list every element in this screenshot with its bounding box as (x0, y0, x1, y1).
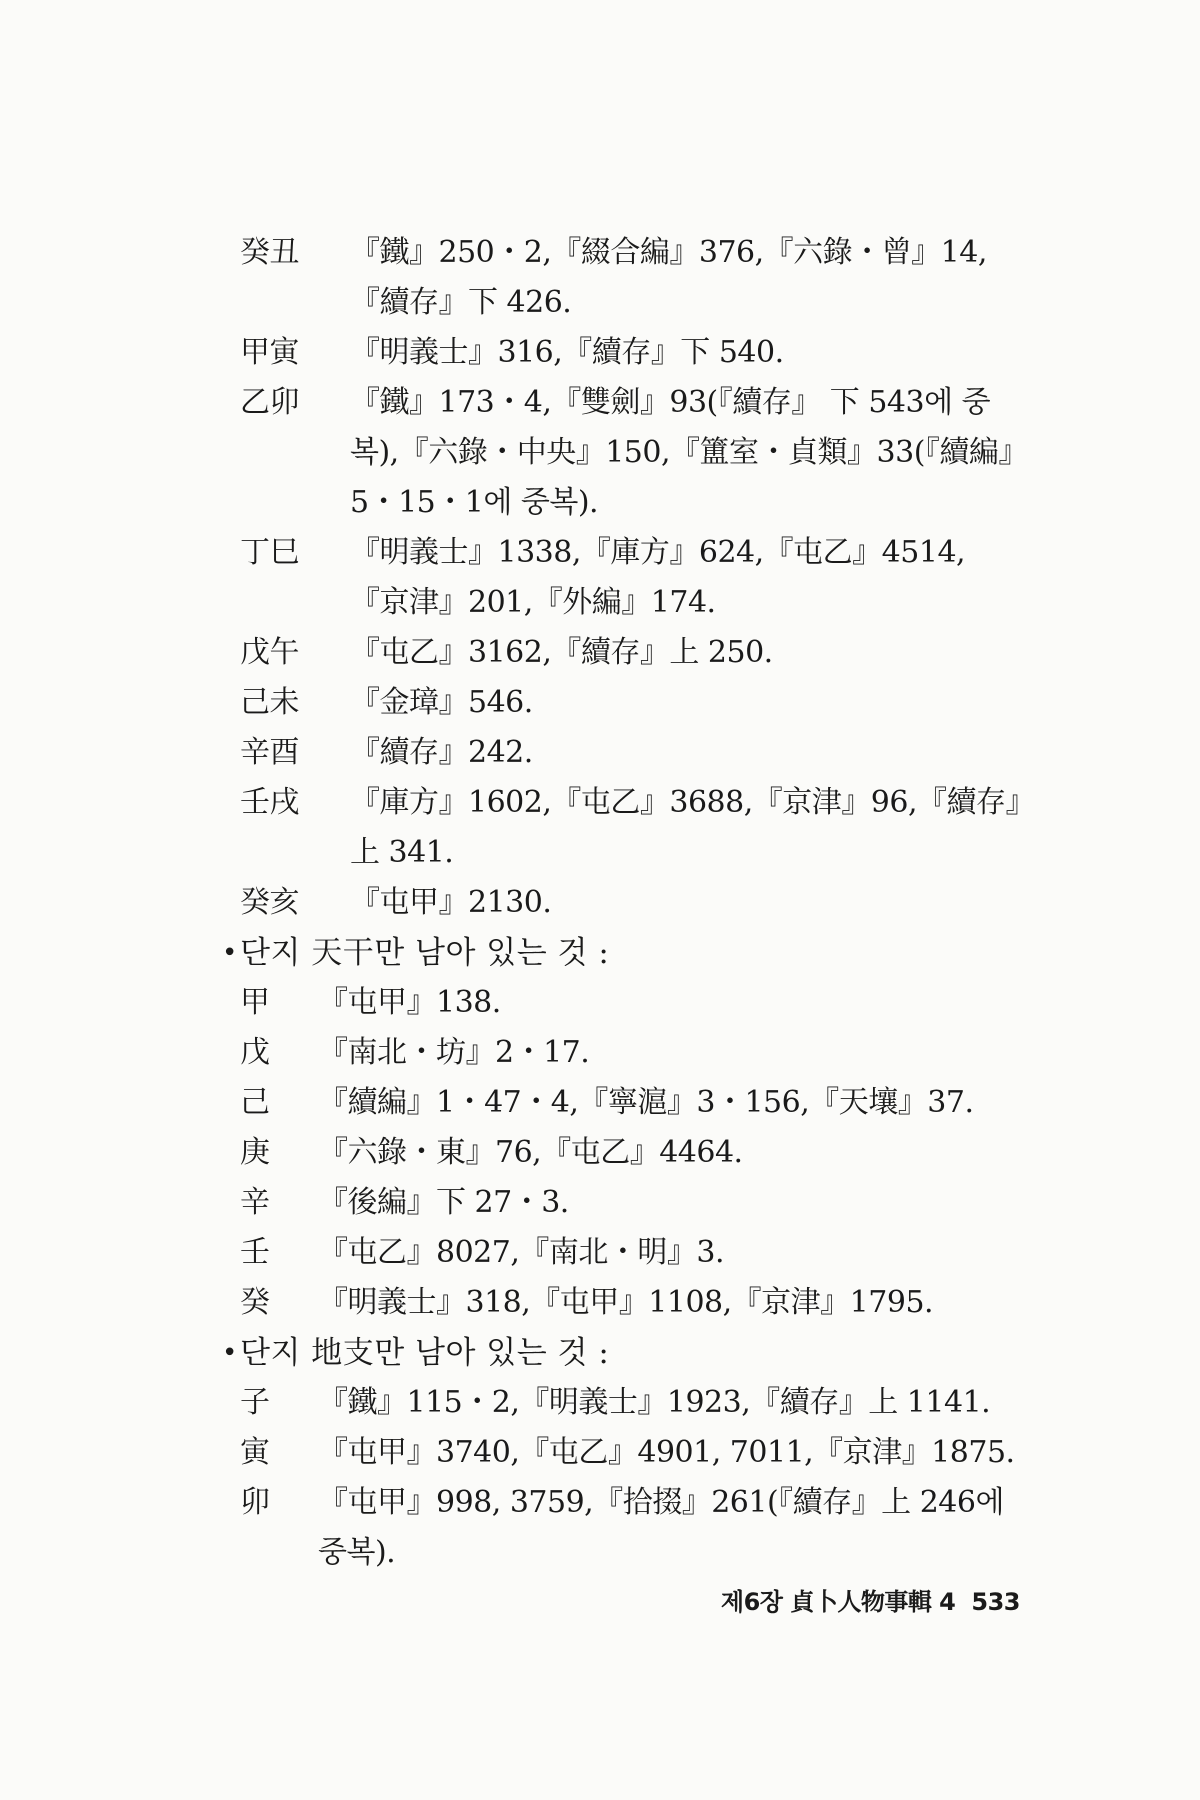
entry-label: 己未 (240, 685, 299, 720)
entry-label: 寅 (240, 1435, 270, 1470)
entry-row (222, 1278, 1022, 1328)
entry-label: 辛酉 (240, 735, 299, 770)
entry-row (222, 978, 1022, 1028)
bullet-icon: • (222, 1338, 238, 1368)
entry-text: 『明義士』1338,『庫方』624,『屯乙』4514,『京津』201,『外編』174. (350, 535, 966, 620)
entry-label: 戊午 (240, 635, 299, 670)
entry-label: 壬 (240, 1235, 270, 1270)
entry-label: 丁巳 (240, 535, 299, 570)
entry-row (222, 1428, 1022, 1478)
entry-row (222, 778, 1022, 878)
entry-label: 甲 (240, 985, 270, 1020)
entry-text: 『鐵』173・4,『雙劍』93(『續存』 下 543에 중복),『六錄・中央』150,『簠室・貞類』33(『續編』5・15・1에 중복). (350, 385, 1013, 520)
entry-text: 『續存』242. (350, 735, 533, 770)
section-heading-text: 단지 天干만 남아 있는 것 : (240, 935, 610, 971)
entry-row (222, 1078, 1022, 1128)
entry-text: 『金璋』546. (350, 685, 533, 720)
entry-text: 『屯乙』3162,『續存』上 250. (350, 635, 773, 670)
entry-text: 『鐵』250・2,『綴合編』376,『六錄・曾』14,『續存』下 426. (350, 235, 987, 320)
entry-label: 辛 (240, 1185, 270, 1220)
entry-row (222, 678, 1022, 728)
bullet-icon: • (222, 938, 238, 968)
page-number: 533 (971, 1588, 1020, 1616)
section-heading-earthly-branches (222, 1328, 1022, 1378)
page-footer (690, 1582, 1020, 1622)
entry-row (222, 328, 1022, 378)
section-heading-heavenly-stems (222, 928, 1022, 978)
entry-row (222, 378, 1022, 528)
entry-text: 『明義士』318,『屯甲』1108,『京津』1795. (318, 1285, 934, 1320)
entry-text: 『鐵』115・2,『明義士』1923,『續存』上 1141. (318, 1385, 991, 1420)
entry-label: 己 (240, 1085, 270, 1120)
entry-text: 『屯甲』998, 3759,『拾掇』261(『續存』上 246에 중복). (318, 1485, 1004, 1570)
entry-label: 癸丑 (240, 235, 299, 270)
entry-text: 『後編』下 27・3. (318, 1185, 569, 1220)
entry-row (222, 1228, 1022, 1278)
entry-label: 癸 (240, 1285, 270, 1320)
entry-label: 乙卯 (240, 385, 299, 420)
entry-label: 戊 (240, 1035, 270, 1070)
entry-row (222, 528, 1022, 628)
entry-row (222, 728, 1022, 778)
entry-label: 甲寅 (240, 335, 299, 370)
entry-row (222, 1028, 1022, 1078)
entry-text: 『庫方』1602,『屯乙』3688,『京津』96,『續存』上 341. (350, 785, 1020, 870)
page-body (222, 228, 1022, 1578)
entry-row (222, 1178, 1022, 1228)
section-heading-text: 단지 地支만 남아 있는 것 : (240, 1335, 610, 1371)
entry-text: 『屯乙』8027,『南北・明』3. (318, 1235, 725, 1270)
entry-text: 『南北・坊』2・17. (318, 1035, 590, 1070)
entry-text: 『屯甲』138. (318, 985, 501, 1020)
entry-row (222, 1378, 1022, 1428)
entry-label: 子 (240, 1385, 270, 1420)
entry-row (222, 628, 1022, 678)
running-head: 제6장 貞卜人物事輯 4 (720, 1588, 956, 1616)
entry-text: 『屯甲』2130. (350, 885, 552, 920)
entry-text: 『續編』1・47・4,『寧滬』3・156,『天壤』37. (318, 1085, 974, 1120)
entry-label: 卯 (240, 1485, 270, 1520)
entry-row (222, 878, 1022, 928)
entry-text: 『六錄・東』76,『屯乙』4464. (318, 1135, 743, 1170)
entry-text: 『明義士』316,『續存』下 540. (350, 335, 784, 370)
entry-label: 壬戌 (240, 785, 299, 820)
entry-label: 癸亥 (240, 885, 299, 920)
entry-row (222, 1128, 1022, 1178)
entry-label: 庚 (240, 1135, 270, 1170)
entry-row (222, 1478, 1022, 1578)
entry-text: 『屯甲』3740,『屯乙』4901, 7011,『京津』1875. (318, 1435, 1015, 1470)
entry-row (222, 228, 1022, 328)
